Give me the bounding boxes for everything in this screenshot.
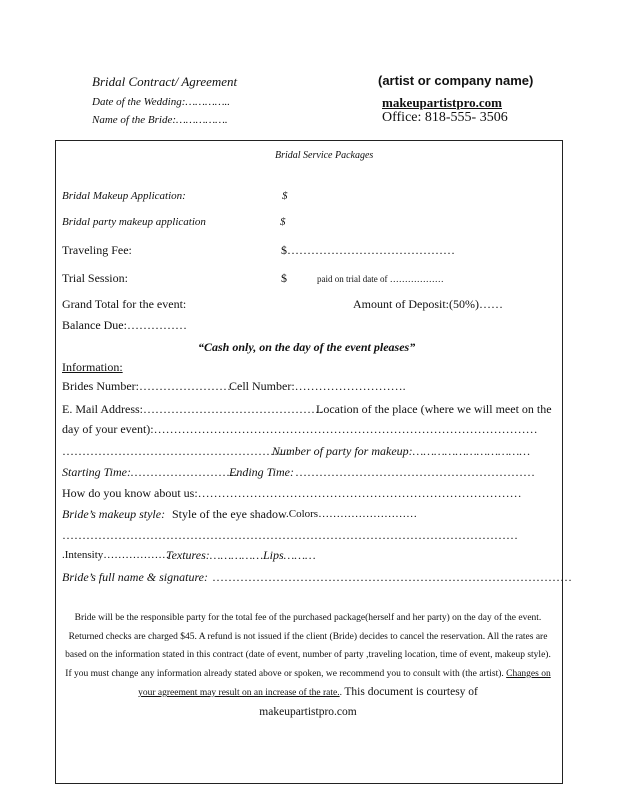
starting-time-label: Starting Time:: [62, 465, 132, 479]
terms-warning: Changes on your agreement may result on an increase of the rate.: [138, 668, 551, 698]
footer-website: makeupartistpro.com: [259, 705, 357, 718]
cell-number: Cell Number:……………………….: [229, 379, 406, 393]
contract-title: Bridal Contract/ Agreement: [92, 74, 238, 89]
party-value: $: [280, 216, 286, 228]
bride-name-field: Name of the Bride:…………….: [92, 114, 228, 126]
packages-title: Bridal Service Packages: [275, 150, 374, 161]
travel-value: $……………………………………: [281, 243, 455, 257]
cash-note: “Cash only, on the day of the event pleases”: [198, 340, 416, 354]
party-number: Number of party for makeup:……………………………: [272, 444, 531, 458]
trial-label: Trial Session:: [62, 271, 128, 285]
how-know-field: How do you know about us:………………………………………………………………………: [62, 486, 522, 500]
wedding-date-field: Date of the Wedding:…………..: [92, 96, 231, 108]
colors-field: .Colors………………………: [286, 508, 418, 520]
trial-value: $: [281, 271, 287, 285]
balance-due: Balance Due:……………: [62, 318, 187, 332]
ending-time-dots: ……………………………………………………: [295, 465, 535, 479]
terms-text: Bride will be the responsible party for the total fee of the purchased package(herself and her party) on the day of the event. Returned checks are charged $45. A refund is not issued if the client (Bride) decides to cancel the reservation. All the rates are based on the information stated in this contract (date of event, number of party ,traveling location, time of event, makeup style). If you must change any information already stated above or spoken, we recommend you to consult with (the artist).: [65, 613, 551, 679]
info-heading: Information:: [62, 360, 123, 374]
colors-cont: ……………………………………………………………………………………………………: [62, 528, 518, 542]
travel-label: Traveling Fee:: [62, 243, 132, 257]
eye-shadow-label: Style of the eye shadow: [172, 507, 287, 521]
day-of-event: day of your event):……………………………………………………………………………………: [62, 422, 538, 436]
email-field: E. Mail Address:………………………………………: [62, 402, 323, 416]
grand-total: Grand Total for the event:: [62, 297, 187, 311]
trial-note: paid on trial date of ………………: [317, 274, 444, 284]
company-name: (artist or company name): [378, 73, 534, 88]
starting-time-dots: ………………………: [130, 465, 238, 479]
courtesy-text: This document is courtesy of: [344, 686, 478, 698]
ending-time-label: Ending Time:: [229, 465, 294, 479]
full-name-label: Bride’s full name & signature:: [62, 570, 208, 584]
textures-field: Textures:……………: [166, 548, 264, 562]
makeup-label: Bridal Makeup Application:: [62, 190, 186, 202]
party-dots: …………………………………………………: [62, 444, 290, 458]
office-phone: Office: 818-555- 3506: [382, 110, 508, 125]
website-link[interactable]: makeupartistpro.com: [382, 95, 503, 110]
party-label: Bridal party makeup application: [62, 216, 206, 228]
makeup-style-label: Bride’s makeup style:: [62, 507, 166, 521]
deposit: Amount of Deposit:(50%)……: [353, 297, 503, 311]
terms-paragraph: Bride will be the responsible party for the total fee of the purchased package(herself and her party) on the day of the event. Returned checks are charged $45. A refund is not issued if the client (Bride) decides to cancel the reservation. All the rates are based on the information stated in this contract (date of event, number of party ,traveling location, time of event, makeup style). If you must change any information already stated above or spoken, we recommend you to consult with (the artist). Changes on your agreement may result on an increase of the rate.. This document is courtesy of makeupartistpro.com: [65, 613, 551, 718]
location-field: Location of the place (where we will meet on the: [316, 402, 552, 416]
intensity-field: .Intensity………………: [62, 549, 170, 561]
lips-field: Lips………: [263, 548, 316, 562]
full-name-dots: ………………………………………………………………………………: [212, 570, 572, 584]
brides-number: Brides Number:……………………: [62, 379, 235, 393]
makeup-value: $: [282, 190, 288, 202]
